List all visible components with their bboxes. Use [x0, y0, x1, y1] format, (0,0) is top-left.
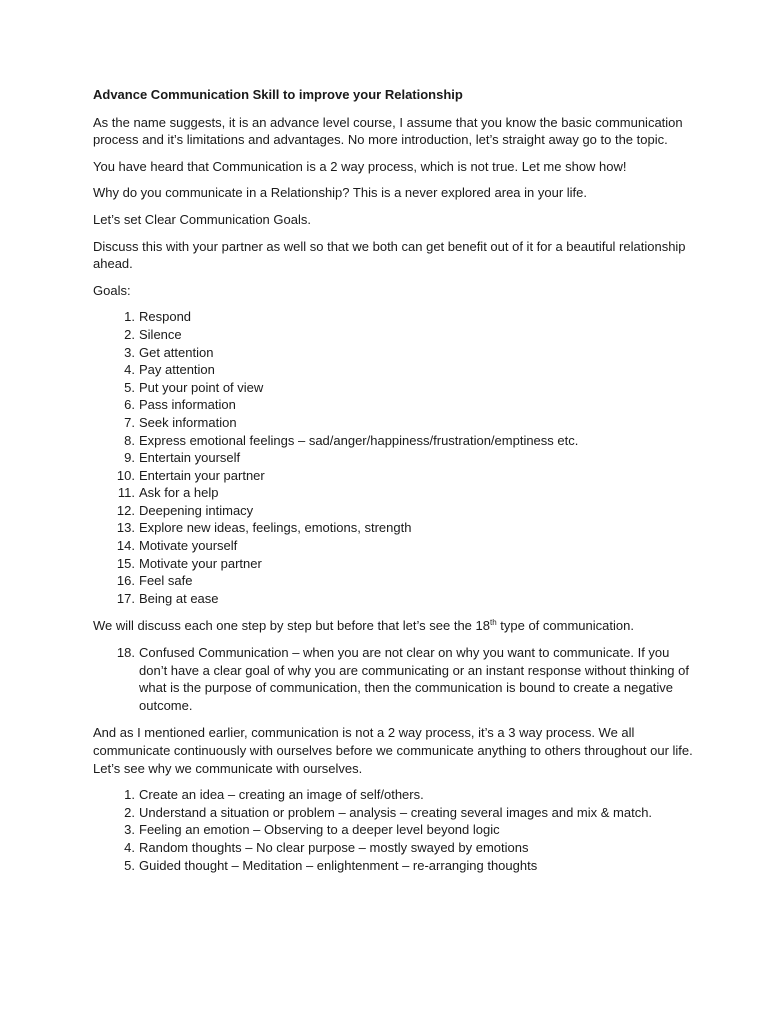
list-item: 2. Silence — [124, 326, 182, 342]
two-way-paragraph: You have heard that Communication is a 2 way process, which is not true. Let me show how! — [93, 158, 627, 174]
eighteenth-type-paragraph: We will discuss each one step by step but before that let’s see the 18th type of communication. — [93, 618, 634, 634]
three-way-paragraph: And as I mentioned earlier, communication is not a 2 way process, it’s a 3 way process. We all communicate continuously with ourselves before we communicate anything to others throughout our life. Let’s see why we communicate with ourselves. — [93, 725, 693, 776]
why-communicate-paragraph: Why do you communicate in a Relationship? This is a never explored area in your life. — [93, 185, 588, 201]
document-title: Advance Communication Skill to improve your Relationship — [93, 87, 463, 102]
list-item: 16. Feel safe — [116, 573, 193, 589]
list-item: 5. Put your point of view — [124, 379, 264, 395]
list-item: 14. Motivate yourself — [116, 538, 238, 554]
list-item: 3. Feeling an emotion – Observing to a deeper level beyond logic — [124, 822, 500, 838]
list-item: 7. Seek information — [124, 414, 237, 430]
discuss-paragraph: Discuss this with your partner as well so that we both can get benefit out of it for a beautiful relationship ahead. — [93, 238, 686, 272]
document-page — [93, 86, 693, 884]
goals-list — [93, 308, 693, 607]
list-item: 1. Create an idea – creating an image of self/others. — [124, 787, 424, 803]
list-item: 4. Random thoughts – No clear purpose – mostly swayed by emotions — [124, 839, 529, 855]
list-item: 9. Entertain yourself — [124, 450, 241, 466]
list-item: 15. Motivate your partner — [116, 555, 262, 571]
set-goals-paragraph: Let’s set Clear Communication Goals. — [93, 211, 311, 227]
list-item: 18. Confused Communication – when you are not clear on why you want to communicate. If you don’t have a clear goal of why you are communicating or an instant response without thinking of what is the purpose of communication, then the communication is bound to create a negative outcome. — [116, 645, 689, 713]
intro-paragraph: As the name suggests, it is an advance level course, I assume that you know the basic communication process and it’s limitations and advantages. No more introduction, let’s straight away go to the topic. — [93, 114, 683, 148]
list-item: 8. Express emotional feelings – sad/anger/happiness/frustration/emptiness etc. — [124, 432, 579, 448]
confused-communication-list — [93, 644, 693, 714]
list-item: 5. Guided thought – Meditation – enlightenment – re-arranging thoughts — [124, 857, 538, 873]
self-communication-list — [93, 786, 693, 874]
list-item: 1. Respond — [124, 309, 192, 325]
goals-label: Goals: — [93, 282, 131, 298]
list-item: 17. Being at ease — [116, 590, 219, 606]
list-item: 4. Pay attention — [124, 362, 215, 378]
list-item: 13. Explore new ideas, feelings, emotions, strength — [116, 520, 412, 536]
list-item: 2. Understand a situation or problem – analysis – creating several images and mix & match. — [124, 804, 653, 820]
list-item: 6. Pass information — [124, 397, 236, 413]
list-item: 3. Get attention — [124, 344, 214, 360]
list-item: 10. Entertain your partner — [116, 467, 265, 483]
list-item: 12. Deepening intimacy — [116, 502, 254, 518]
list-item: 11. Ask for a help — [117, 485, 219, 501]
